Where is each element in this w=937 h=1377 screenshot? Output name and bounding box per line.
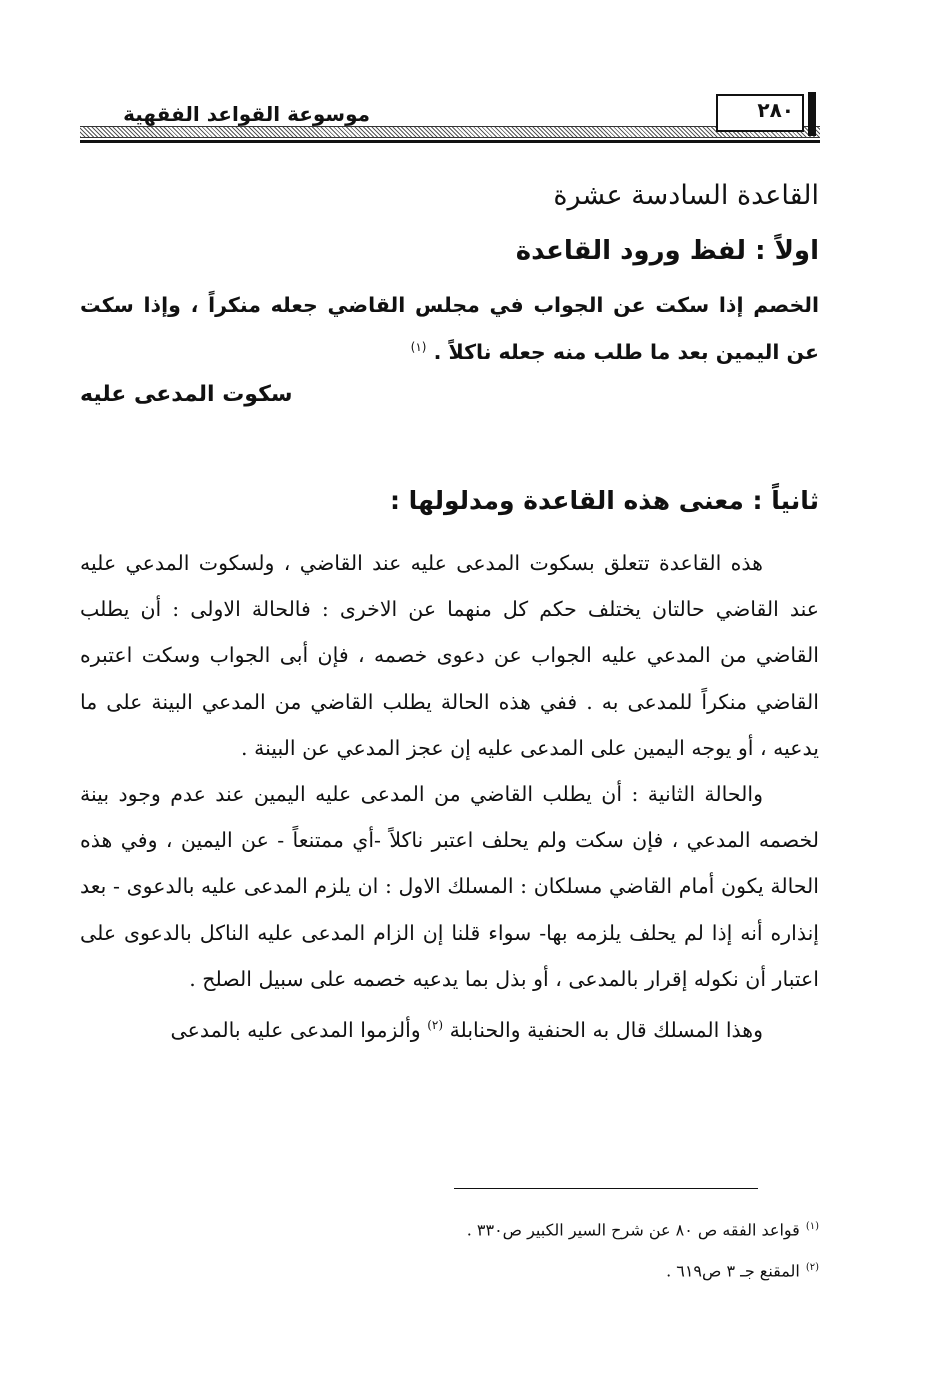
book-title: موسوعة القواعد الفقهية <box>123 102 370 126</box>
rule-statement <box>80 284 819 373</box>
footnote-1-text: قواعد الفقه ص ٨٠ عن شرح السير الكبير ص٣٣٠ . <box>466 1220 800 1240</box>
footnote-ref-2: (٢) <box>427 1018 444 1033</box>
section-heading-wording: اولاً : لفظ ورود القاعدة <box>515 236 819 266</box>
footnote-separator <box>454 1188 758 1189</box>
footnotes <box>80 1208 819 1291</box>
section-heading-meaning: ثانياً : معنى هذه القاعدة ومدلولها : <box>389 486 819 515</box>
footnote-2-marker: (٢) <box>805 1262 819 1274</box>
running-header <box>80 92 820 152</box>
paragraph-2: والحالة الثانية : أن يطلب القاضي من المدعى عليه اليمين عند عدم وجود بينة لخصمه المدعي ، فإن سكت ولم يحلف اعتبر ناكلاً -أي ممتنعاً - عن اليمين ، وفي هذه الحالة يكون أمام القاضي مسلكان : المسلك الاول : ان يلزم المدعى عليه بالدعوى - بعد إنذاره أنه إذا لم يحلف يلزمه بها- سواء قلنا إن الزام المدعى عليه الناكل بالدعوى على اعتبار أن نكوله إقرار بالمدعى ، أو بذل بما يدعيه خصمه على سبيل الصلح . <box>80 782 819 991</box>
footnote-2-text: المقنع جـ ٣ ص٦١٩ . <box>666 1261 800 1281</box>
rule-statement-text: الخصم إذا سكت عن الجواب في مجلس القاضي جعله منكراً ، وإذا سكت عن اليمين بعد ما طلب منه جعله ناكلاً . <box>80 293 819 364</box>
page-number-box <box>716 94 804 132</box>
body-text <box>80 540 819 1053</box>
footnote-ref-1: (١) <box>410 340 427 354</box>
page-number-bar <box>808 92 816 136</box>
page-number: ٢٨٠ <box>757 98 794 122</box>
paragraph-3 <box>80 1002 819 1053</box>
footnote-2 <box>80 1249 819 1290</box>
footnote-1-marker: (١) <box>805 1221 819 1232</box>
paragraph-3-start: وهذا المسلك قال به الحنفية والحنابلة <box>449 1017 763 1042</box>
rule-short-name: سكوت المدعى عليه <box>80 382 293 407</box>
rule-title: القاعدة السادسة عشرة <box>553 180 819 211</box>
header-rule <box>80 140 820 143</box>
paragraph-1: هذه القاعدة تتعلق بسكوت المدعى عليه عند القاضي ، ولسكوت المدعي عليه عند القاضي حالتان يختلف حكم كل منهما عن الاخرى : فالحالة الاولى : أن يطلب القاضي من المدعي عليه الجواب عن دعوى خصمه ، فإن أبى الجواب وسكت اعتبره القاضي منكراً للمدعى به . ففي هذه الحالة يطلب القاضي من المدعي البينة على ما يدعيه ، أو يوجه اليمين على المدعى عليه إن عجز المدعي عن البينة . <box>80 551 819 760</box>
header-hatched-band <box>80 126 820 138</box>
paragraph-3-end: وألزموا المدعى عليه بالمدعى <box>170 1017 421 1042</box>
footnote-1 <box>80 1208 819 1249</box>
